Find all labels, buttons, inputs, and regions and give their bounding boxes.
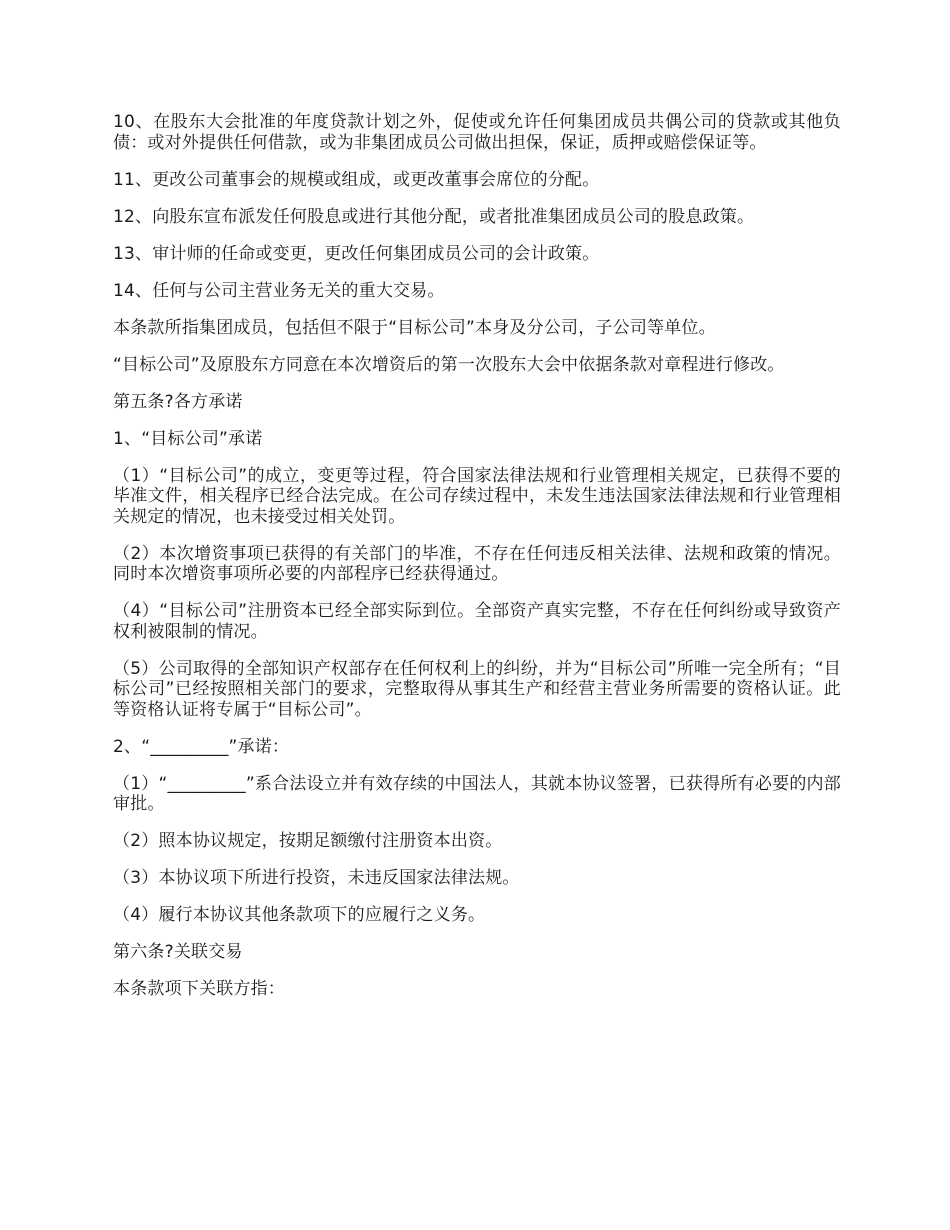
investor-commitment-2: （2）照本协议规定，按期足额缴付注册资本出资。	[113, 831, 503, 851]
clause-10: 10、在股东大会批准的年度贷款计划之外，促使或允许任何集团成员共偶公司的贷款或其他负债：或对外提供任何借款，或为非集团成员公司做出担保，保证，质押或赔偿保证等。	[113, 112, 841, 153]
investor-commitment-4: （4）履行本协议其他条款项下的应履行之义务。	[113, 905, 486, 925]
group-member-definition: 本条款所指集团成员，包括但不限于“目标公司”本身及分公司，子公司等单位。	[113, 317, 716, 338]
target-commitment-2: （2）本次增资事项已获得的有关部门的毕准，不存在任何违反相关法律、法规和政策的情况。同时本次增资事项所必要的内部程序已经获得通过。	[113, 543, 841, 584]
article-5-heading: 第五条?各方承诺	[113, 391, 243, 412]
investor-commitments-heading: 2、“_________”承诺：	[113, 736, 290, 757]
investor-commitment-1: （1）“_________”系合法设立并有效存续的中国法人，其就本协议签署，已获得所有必要的内部审批。	[113, 773, 841, 814]
clause-12: 12、向股东宣布派发任何股息或进行其他分配，或者批准集团成员公司的股息政策。	[113, 206, 755, 227]
target-commitment-1: （1）“目标公司”的成立，变更等过程，符合国家法律法规和行业管理相关规定，已获得不要的毕准文件，相关程序已经合法完成。在公司存续过程中，未发生违法国家法律法规和行业管理相关规定的情况，也未接受过相关处罚。	[113, 465, 841, 527]
clause-13: 13、审计师的任命或变更，更改任何集团成员公司的会计政策。	[113, 243, 600, 264]
clause-11: 11、更改公司董事会的规模或组成，或更改董事会席位的分配。	[113, 169, 600, 190]
clause-14: 14、任何与公司主营业务无关的重大交易。	[113, 280, 445, 301]
investor-commitment-3: （3）本协议项下所进行投资，未违反国家法律法规。	[113, 868, 520, 888]
target-commitment-4: （4）“目标公司”注册资本已经全部实际到位。全部资产真实完整，不存在任何纠纷或导致资产权利被限制的情况。	[113, 601, 841, 642]
document-body	[113, 112, 841, 1016]
related-party-definition: 本条款项下关联方指：	[113, 979, 285, 999]
target-commitment-5: （5）公司取得的全部知识产权部存在任何权利上的纠纷，并为“目标公司”所唯一完全所有；“目标公司”已经按照相关部门的要求，完整取得从事其生产和经营主营业务所需要的资格认证。此等资格认证将专属于“目标公司”。	[113, 658, 841, 720]
target-company-commitments-heading: 1、“目标公司”承诺	[113, 428, 263, 449]
charter-amendment-note: “目标公司”及原股东方同意在本次增资后的第一次股东大会中依据条款对章程进行修改。	[113, 354, 785, 375]
article-6-heading: 第六条?关联交易	[113, 942, 243, 962]
